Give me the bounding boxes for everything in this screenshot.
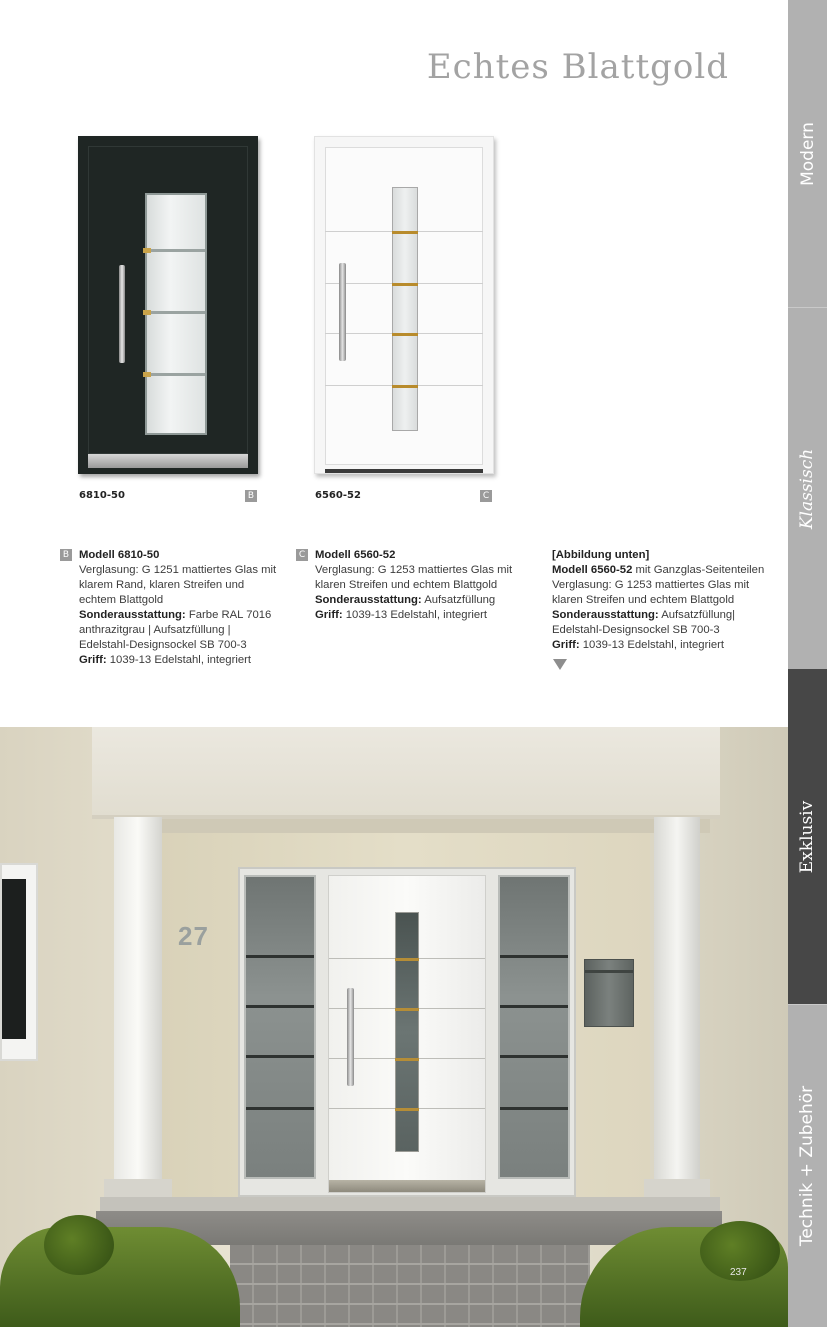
entrance-photo <box>0 727 788 1327</box>
side-panel-bar <box>500 955 568 958</box>
extras-text: Aufsatzfüllung| Edelstahl-Designsockel SB 700-3 <box>552 609 736 636</box>
door-panel <box>88 146 248 454</box>
door-glass <box>392 187 418 431</box>
front-door <box>328 875 486 1193</box>
house-window <box>0 863 38 1061</box>
section-sidebar <box>788 0 827 1327</box>
extras-label: Sonderausstattung: <box>552 609 659 621</box>
door-caption: 6560-52 <box>315 490 361 501</box>
model-suffix: mit Ganzglas-Seitenteilen <box>635 564 765 576</box>
gold-leaf <box>392 231 418 234</box>
description-below-image <box>552 548 772 653</box>
glass-stripe <box>147 249 205 252</box>
handle-text: 1039-13 Edelstahl, integriert <box>109 654 252 666</box>
side-panel-bar <box>246 1107 314 1110</box>
column-left <box>114 817 162 1187</box>
design-base <box>88 454 248 468</box>
side-panel-bar <box>246 1055 314 1058</box>
gold-leaf <box>143 248 151 253</box>
glazing-text: Verglasung: G 1251 mattiertes Glas mit klarem Rand, klaren Streifen und echtem Blattgold <box>79 564 277 606</box>
design-base <box>329 1180 485 1192</box>
description-6560-52 <box>315 548 515 623</box>
canopy-soffit <box>120 819 710 833</box>
tab-technik-zubehoer[interactable] <box>788 1004 827 1327</box>
gold-leaf <box>392 283 418 286</box>
paving-joints <box>230 1245 590 1327</box>
bush-left <box>44 1215 114 1275</box>
gold-leaf <box>143 372 151 377</box>
door-threshold <box>325 469 483 473</box>
tab-klassisch[interactable] <box>788 307 827 669</box>
tab-technik-label: Technik + Zubehör <box>797 1085 818 1247</box>
glazing-text: Verglasung: G 1253 mattiertes Glas mit klaren Streifen und echtem Blattgold <box>552 579 750 606</box>
gold-leaf <box>395 1058 419 1061</box>
side-panel-bar <box>500 1055 568 1058</box>
extras-text: Farbe RAL 7016 anthrazitgrau | Aufsatzfüllung | Edelstahl-Designsockel SB 700-3 <box>79 609 272 651</box>
handle-text: 1039-13 Edelstahl, integriert <box>345 609 488 621</box>
door-image-6560-52 <box>314 136 494 474</box>
extras-label: Sonderausstattung: <box>315 594 422 606</box>
extras-label: Sonderausstattung: <box>79 609 186 621</box>
house-number: 27 <box>178 921 209 951</box>
mailbox <box>584 959 634 1027</box>
door-handle <box>339 263 346 361</box>
gold-leaf <box>395 958 419 961</box>
page-title: Echtes Blattgold <box>426 47 729 87</box>
column-right <box>654 817 700 1187</box>
gold-leaf <box>143 310 151 315</box>
handle-text: 1039-13 Edelstahl, integriert <box>582 639 725 651</box>
tab-modern[interactable] <box>788 0 827 307</box>
mailbox-slot <box>585 970 633 973</box>
desc-marker: C <box>296 549 308 561</box>
down-arrow-icon <box>553 659 567 670</box>
gold-leaf <box>392 385 418 388</box>
handle-label: Griff: <box>79 654 107 666</box>
side-panel-bar <box>500 1107 568 1110</box>
landing <box>100 1197 720 1211</box>
door-glass <box>395 912 419 1152</box>
tab-klassisch-label: Klassisch <box>797 448 818 529</box>
tab-exklusiv[interactable] <box>788 669 827 1004</box>
side-panel-left <box>244 875 316 1179</box>
side-panel-bar <box>246 955 314 958</box>
description-6810-50 <box>79 548 279 668</box>
glazing-text: Verglasung: G 1253 mattiertes Glas mit klaren Streifen und echtem Blattgold <box>315 564 513 591</box>
side-panel-bar <box>500 1005 568 1008</box>
shrubs-left <box>0 1227 240 1327</box>
side-panel-right <box>498 875 570 1179</box>
page-number: 237 <box>730 1267 747 1278</box>
side-panel-bar <box>246 1005 314 1008</box>
door-glass <box>145 193 207 435</box>
figure-heading: [Abbildung unten] <box>552 549 650 561</box>
gold-leaf <box>392 333 418 336</box>
model-name: Modell 6560-52 <box>315 549 396 561</box>
desc-marker: B <box>60 549 72 561</box>
model-name: Modell 6810-50 <box>79 549 160 561</box>
glass-stripe <box>147 373 205 376</box>
extras-text: Aufsatzfüllung <box>424 594 496 606</box>
canopy <box>92 727 720 819</box>
model-name: Modell 6560-52 <box>552 564 633 576</box>
glass-stripe <box>147 311 205 314</box>
tab-exklusiv-label: Exklusiv <box>797 800 818 873</box>
door-image-6810-50 <box>78 136 258 474</box>
tab-modern-label: Modern <box>797 121 818 186</box>
door-caption: 6810-50 <box>79 490 125 501</box>
window-glass <box>2 879 26 1039</box>
gold-leaf <box>395 1008 419 1011</box>
door-handle <box>119 265 125 363</box>
handle-label: Griff: <box>315 609 343 621</box>
door-handle <box>347 988 354 1086</box>
gold-leaf <box>395 1108 419 1111</box>
door-marker: C <box>480 490 492 502</box>
handle-label: Griff: <box>552 639 580 651</box>
door-marker: B <box>245 490 257 502</box>
